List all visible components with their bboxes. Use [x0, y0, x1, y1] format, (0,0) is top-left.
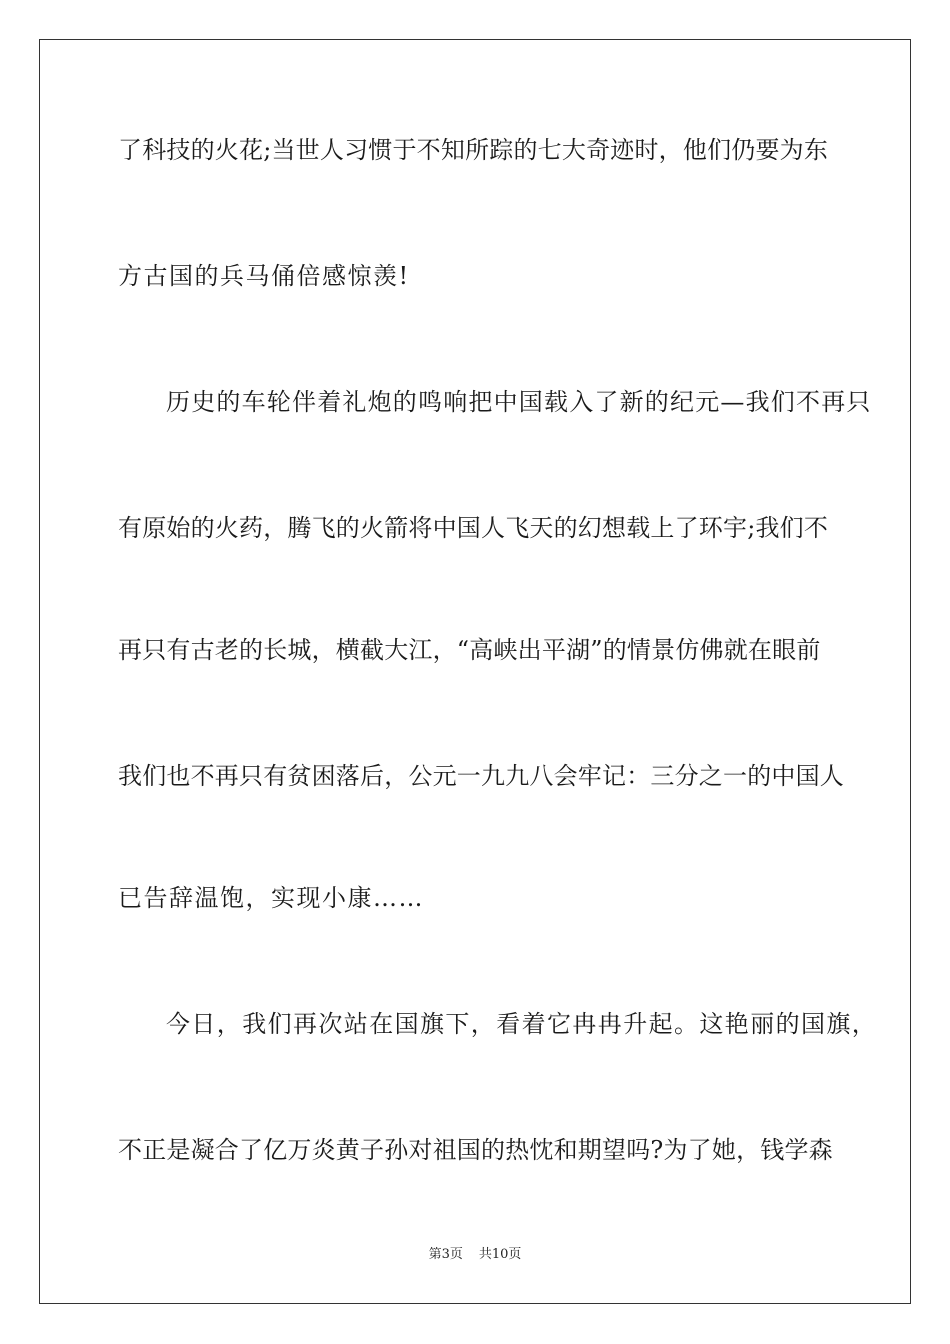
page-total: 共10页	[478, 1247, 522, 1262]
text-line-7: 已告辞温饱，实现小康……	[118, 884, 424, 912]
text-line-1: 了科技的火花;当世人习惯于不知所踪的七大奇迹时，他们仍要为东	[118, 136, 829, 164]
text-line-8: 今日，我们再次站在国旗下，看着它冉冉升起。这艳丽的国旗，	[166, 1010, 878, 1038]
text-line-3: 历史的车轮伴着礼炮的鸣响把中国载入了新的纪元—我们不再只	[166, 388, 872, 416]
text-line-9: 不正是凝合了亿万炎黄子孙对祖国的热忱和期望吗?为了她，钱学森	[118, 1136, 833, 1164]
page-footer	[0, 1246, 950, 1264]
text-line-5: 再只有古老的长城，横截大江，“高峡出平湖”的情景仿佛就在眼前	[118, 636, 821, 664]
page-border	[39, 39, 911, 1304]
text-line-2: 方古国的兵马俑倍感惊羡!	[118, 262, 410, 290]
page-number: 第3页	[428, 1247, 463, 1262]
text-line-6: 我们也不再只有贫困落后，公元一九九八会牢记：三分之一的中国人	[118, 762, 844, 790]
text-line-4: 有原始的火药，腾飞的火箭将中国人飞天的幻想载上了环宇;我们不	[118, 514, 829, 542]
